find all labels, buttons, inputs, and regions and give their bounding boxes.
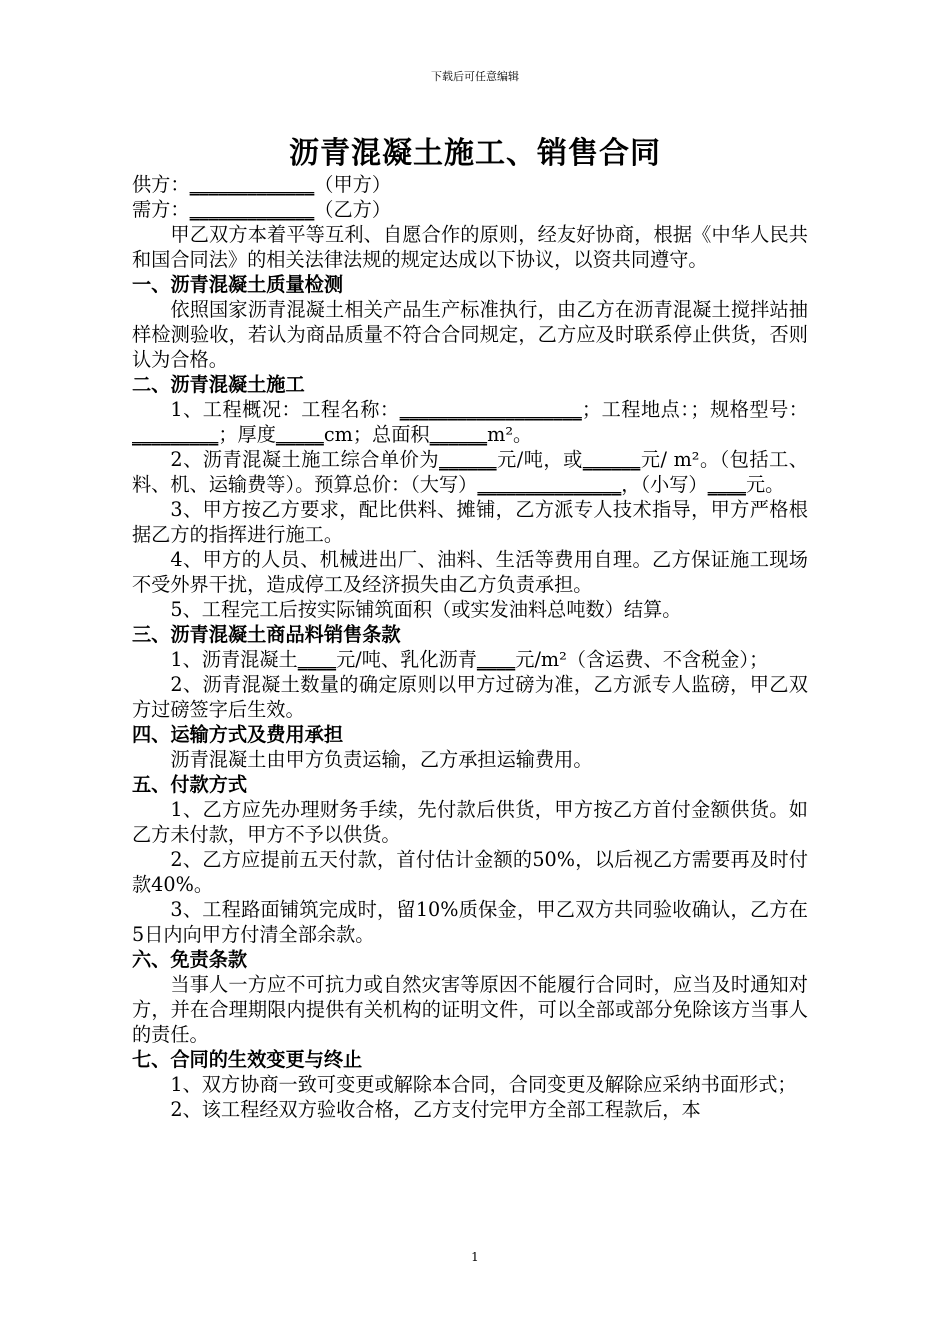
header-note: 下载后可任意编辑 [431, 70, 519, 83]
text-run: m²。 [487, 423, 533, 446]
buyer-blank: _____________ [189, 198, 315, 221]
asphalt-price-blank: ____ [297, 648, 337, 671]
supplier-blank: _____________ [189, 173, 315, 196]
section-heading-7: 七、合同的生效变更与终止 [132, 1048, 363, 1071]
section-6-paragraph: 当事人一方应不可抗力或自然灾害等原因不能履行合同时，应当及时通知对方，并在合理期限内提供有关机构的证明文件，可以全部或部分免除该方当事人的责任。 [132, 973, 808, 1046]
supplier-tag: （甲方） [314, 173, 392, 196]
text-run: 元/ m²。（包括工、料、机、运输费等）。预算总价：（大写） [132, 448, 808, 496]
page-number: 1 [471, 1250, 479, 1264]
text-run: 2、沥青混凝土施工综合单价为 [170, 448, 440, 471]
section-2-item-1 [132, 397, 808, 447]
text-run: 元/吨，或 [496, 448, 583, 471]
text-run: ；厚度 [218, 423, 276, 446]
section-7-item-1: 1、双方协商一致可变更或解除本合同，合同变更及解除应采纳书面形式； [170, 1073, 797, 1096]
section-heading-4: 四、运输方式及费用承担 [132, 723, 344, 746]
section-heading-1: 一、沥青混凝土质量检测 [132, 273, 344, 296]
buyer-line [132, 197, 808, 222]
text-run: 元/m²（含运费、不含税金）； [515, 648, 769, 671]
total-uppercase-blank: _______________ [477, 473, 622, 496]
document-title: 沥青混凝土施工、销售合同 [289, 136, 661, 171]
supplier-line [132, 172, 808, 197]
section-3-item-2: 2、沥青混凝土数量的确定原则以甲方过磅为准，乙方派专人监磅，甲乙双方过磅签字后生效。 [132, 673, 808, 721]
text-run: 元/吨、乳化沥青 [336, 648, 477, 671]
project-name-blank: ___________________ [399, 398, 582, 421]
area-blank: ______ [429, 423, 488, 446]
spec-blank: _________ [132, 423, 219, 446]
text-run: 1、工程概况：工程名称： [170, 398, 400, 421]
supplier-label: 供方： [132, 173, 190, 196]
intro-paragraph: 甲乙双方本着平等互利、自愿合作的原则，经友好协商，根据《中华人民共和国合同法》的相关法律法规的规定达成以下协议，以资共同遵守。 [132, 223, 808, 271]
thickness-blank: _____ [275, 423, 324, 446]
section-heading-6: 六、免责条款 [132, 948, 248, 971]
section-heading-3: 三、沥青混凝土商品料销售条款 [132, 623, 401, 646]
section-2-item-4: 4、甲方的人员、机械进出厂、油料、生活等费用自理。乙方保证施工现场不受外界干扰，造成停工及经济损失由乙方负责承担。 [132, 548, 808, 596]
text-run: ；工程地点：；规格型号： [581, 398, 808, 421]
section-3-item-1 [132, 647, 808, 672]
section-2-item-5: 5、工程完工后按实际铺筑面积（或实发油料总吨数）结算。 [170, 598, 682, 621]
section-7-item-2: 2、该工程经双方验收合格，乙方支付完甲方全部工程款后，本 [170, 1098, 701, 1121]
section-5-item-3: 3、工程路面铺筑完成时，留10%质保金，甲乙双方共同验收确认，乙方在5日内向甲方付清全部余款。 [132, 898, 808, 946]
text-run: 元。 [746, 473, 785, 496]
section-1-paragraph: 依照国家沥青混凝土相关产品生产标准执行，由乙方在沥青混凝土搅拌站抽样检测验收，若认为商品质量不符合合同规定，乙方应及时联系停止供货，否则认为合格。 [132, 298, 808, 371]
section-4-paragraph: 沥青混凝土由甲方负责运输，乙方承担运输费用。 [170, 748, 593, 771]
emulsified-price-blank: ____ [476, 648, 516, 671]
text-run: cm；总面积 [323, 423, 430, 446]
buyer-tag: （乙方） [314, 198, 392, 221]
unit-price-ton-blank: ______ [439, 448, 497, 471]
document-body [132, 172, 808, 1122]
total-lowercase-blank: ____ [707, 473, 746, 496]
section-5-item-2: 2、乙方应提前五天付款，首付估计金额的50%，以后视乙方需要再及时付款40%。 [132, 848, 808, 896]
unit-price-m2-blank: ______ [582, 448, 641, 471]
section-5-item-1: 1、乙方应先办理财务手续，先付款后供货，甲方按乙方首付金额供货。如乙方未付款，甲方不予以供货。 [132, 798, 808, 846]
text-run: 1、沥青混凝土 [170, 648, 298, 671]
text-run: ，（小写） [621, 473, 708, 496]
section-heading-5: 五、付款方式 [132, 773, 248, 796]
section-2-item-3: 3、甲方按乙方要求，配比供料、摊铺，乙方派专人技术指导，甲方严格根据乙方的指挥进行施工。 [132, 498, 808, 546]
section-2-item-2 [132, 447, 808, 497]
buyer-label: 需方： [132, 198, 190, 221]
section-heading-2: 二、沥青混凝土施工 [132, 373, 305, 396]
